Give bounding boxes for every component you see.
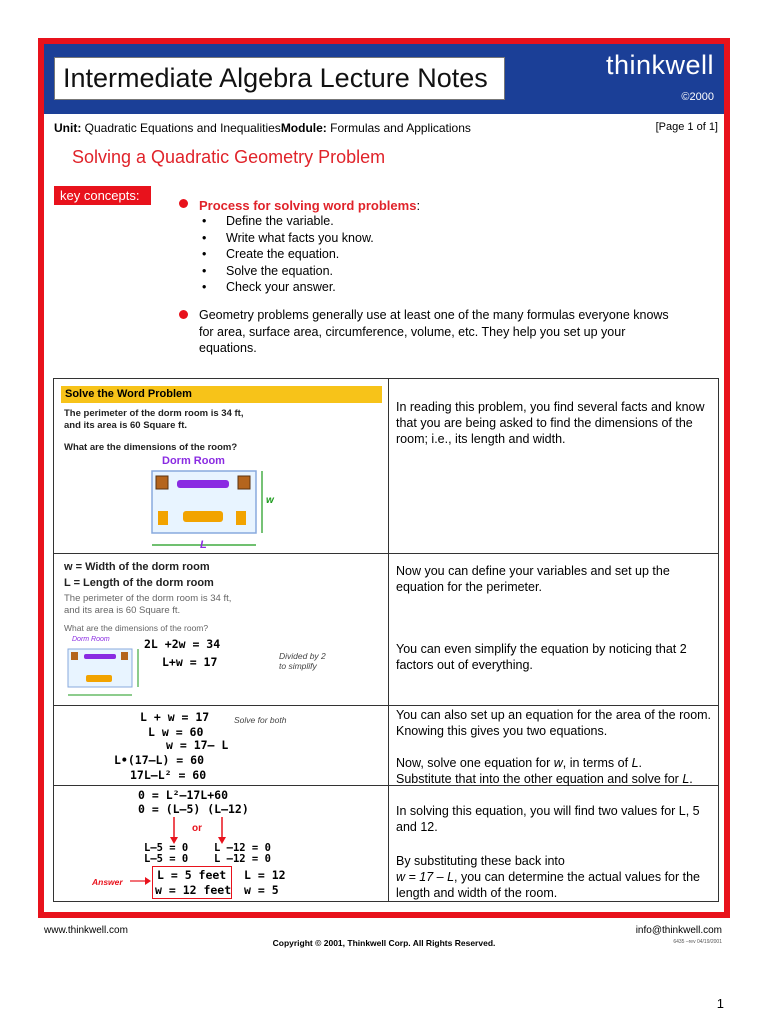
alt-length: L = 12 [244,868,286,882]
explanation-text: In solving this equation, you will find two values for L, 5 and 12. [396,804,700,834]
footer-website-link[interactable]: www.thinkwell.com [44,925,128,936]
explanation-text: You can even simplify the equation by noticing that 2 factors out of everything. [396,642,687,672]
brand-logo: thinkwell [605,50,714,80]
or-label: or [192,823,202,834]
document-title: Intermediate Algebra Lecture Notes [54,57,505,100]
footer-copyright: Copyright © 2001, Thinkwell Corp. All Rights Reserved. [272,938,496,948]
unit-module-line [54,121,718,135]
dorm-room-diagram [144,467,274,551]
expanded-equation: 17L–L² = 60 [130,768,207,782]
red-bullet-icon [179,199,188,208]
alt-width: w = 5 [244,883,279,897]
process-steps [200,213,374,296]
sofa-icon [86,675,112,682]
chair-icon [121,652,128,660]
problem-text: The perimeter of the dorm room is 34 ft, and its area is 60 Square ft. [64,593,232,616]
answer-arrow-icon [130,876,152,886]
module-value: Formulas and Applications [330,121,471,135]
chair-icon [156,476,168,489]
factor-equation-a: L–5 = 0 [144,853,189,865]
problem-question: What are the dimensions of the room? [64,442,238,453]
unit-value: Quadratic Equations and Inequalities [84,121,281,135]
answer-width: w = 12 feet [155,883,232,897]
worked-example-table [53,378,719,902]
sofa-icon [177,480,229,488]
room-label: Dorm Room [162,455,225,467]
module-label: Module: [280,121,327,135]
key-concepts-tag: key concepts: [54,186,151,205]
problem-text: The perimeter of the dorm room is 34 ft, and its area is 60 Square ft. [64,408,244,431]
perimeter-equation: 2L +2w = 34 [144,637,221,651]
divide-note: Divided by 2 to simplify [279,651,326,671]
process-title: Process for solving word problems: [199,198,421,213]
page-number: 1 [716,996,724,1011]
list-item: • Create the equation. [200,246,374,263]
footer-code: 6435 –rev 04/19/2001 [673,939,722,945]
answer-length: L = 5 feet [157,868,227,882]
explanation-text: Now you can define your variables and set up the equation for the perimeter. [396,564,670,594]
quadratic-equation: 0 = L²–17L+60 [138,788,229,802]
chair-icon [158,511,168,525]
lesson-title: Solving a Quadratic Geometry Problem [72,147,386,167]
substitute-equation: L•(17–L) = 60 [114,753,205,767]
answer-label: Answer [92,877,123,887]
area-equation: L w = 60 [148,725,204,739]
simplified-equation: L+w = 17 [162,655,218,669]
factor-equation-b: L –12 = 0 [214,842,271,854]
room-label: Dorm Room [72,636,110,643]
width-label: w [266,495,274,506]
factor-equation-a: L–5 = 0 [144,842,189,854]
chair-icon [238,476,250,489]
variable-def-w: w = Width of the dorm room [64,561,210,573]
solve-note: Solve for both [234,715,287,725]
list-item: • Check your answer. [200,279,374,296]
list-item: • Define the variable. [200,213,374,230]
red-bullet-icon [179,310,188,319]
list-item: • Solve the equation. [200,263,374,280]
page-indicator: [Page 1 of 1] [655,121,718,133]
word-problem-banner: Solve the Word Problem [61,386,382,403]
list-item: • Write what facts you know. [200,230,374,247]
variable-def-L: L = Length of the dorm room [64,577,214,589]
header-copyright: ©2000 [681,91,714,103]
dorm-room-diagram-small [64,645,142,701]
solve-w-equation: w = 17– L [166,738,229,752]
length-label: L [200,539,207,551]
factored-equation: 0 = (L–5) (L–12) [138,802,249,816]
footer-email-link[interactable]: info@thinkwell.com [635,925,722,936]
unit-label: Unit: [54,121,82,135]
geometry-concept: Geometry problems generally use at least one of the many formulas everyone knows for area, surface area, circumference, volume, etc. They help you set up your equations. [199,308,669,355]
problem-question: What are the dimensions of the room? [64,623,209,633]
explanation-text: By substituting these back into w = 17 – L, you can determine the actual values for the length and width of the room. [396,854,701,900]
sofa-icon [84,654,116,659]
factor-equation-b: L –12 = 0 [214,853,271,865]
chair-icon [236,511,246,525]
chair-icon [71,652,78,660]
sofa-icon [183,511,223,522]
explanation-text: You can also set up an equation for the area of the room. Knowing this gives you two equations. [396,708,712,738]
explanation-text: Now, solve one equation for w, in terms of L. [396,756,642,770]
explanation-text: In reading this problem, you find several facts and know that you are being asked to find the dimensions of the room; i.e., its length and width. [396,400,705,446]
system-equation: L + w = 17 [140,710,210,724]
explanation-text: Substitute that into the other equation and solve for L. [396,772,693,786]
